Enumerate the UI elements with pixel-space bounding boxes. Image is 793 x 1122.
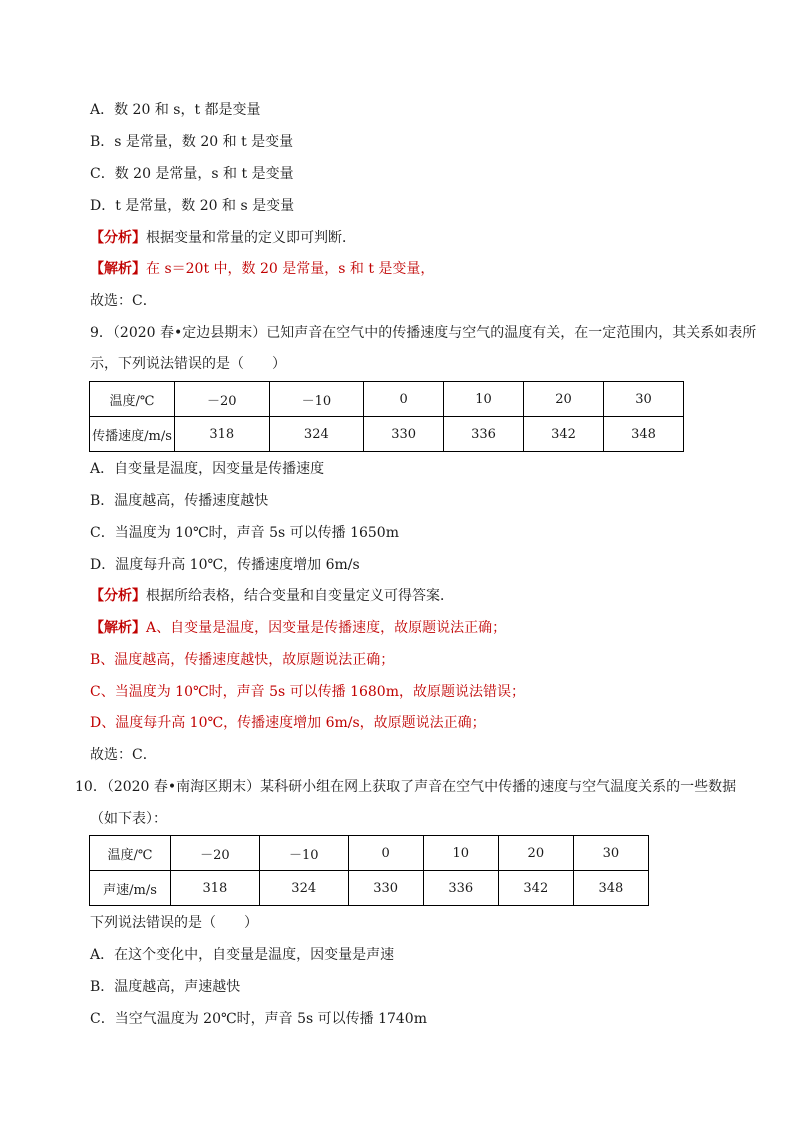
q10-option-c: C．当空气温度为 20℃时，声音 5s 可以传播 1740m	[90, 1011, 427, 1027]
analysis-tag: 【分析】	[90, 230, 146, 246]
analysis-text: 根据变量和常量的定义即可判断．	[146, 230, 356, 246]
q10-option-b: B．温度越高，声速越快	[90, 979, 241, 995]
solution-tag: 【解析】	[90, 620, 146, 636]
table-row-label: 声速/m/s	[90, 871, 171, 906]
table-cell: －10	[269, 382, 364, 417]
table-cell: 342	[524, 417, 604, 452]
q9-option-d: D．温度每升高 10℃，传播速度增加 6m/s	[90, 557, 360, 573]
solution-c: C、当温度为 10℃时，声音 5s 可以传播 1680m，故原题说法错误；	[90, 684, 525, 700]
table-cell: 318	[171, 871, 260, 906]
q8-option-b: B．s 是常量，数 20 和 t 是变量	[90, 134, 294, 150]
analysis-tag: 【分析】	[90, 588, 146, 604]
q10-stem-line2: （如下表）：	[90, 811, 167, 827]
q8-solution	[90, 259, 434, 279]
table-row	[90, 871, 649, 906]
table-cell: 318	[175, 417, 270, 452]
table-cell: 30	[603, 382, 683, 417]
table-cell: 330	[364, 417, 444, 452]
table-cell: 348	[573, 871, 648, 906]
q9-answer: 故选：C．	[90, 747, 157, 763]
q8-option-c: C．数 20 是常量，s 和 t 是变量	[90, 166, 294, 182]
table-cell: 336	[423, 871, 498, 906]
q9-option-c: C．当温度为 10℃时，声音 5s 可以传播 1650m	[90, 525, 399, 541]
table-row	[90, 836, 649, 871]
q10-option-a: A．在这个变化中，自变量是温度，因变量是声速	[90, 947, 395, 963]
solution-text: 在 s＝20t 中，数 20 是常量，s 和 t 是变量，	[146, 261, 435, 277]
table-cell: 330	[348, 871, 423, 906]
table-row	[90, 417, 684, 452]
table-cell: 324	[269, 417, 364, 452]
table-row-label: 温度/℃	[90, 382, 175, 417]
table-cell: 0	[348, 836, 423, 871]
table-cell: 342	[498, 871, 573, 906]
table-row	[90, 382, 684, 417]
q9-option-b: B．温度越高，传播速度越快	[90, 493, 269, 509]
solution-a: A、自变量是温度，因变量是传播速度，故原题说法正确；	[146, 620, 507, 636]
q9-stem-line2: 示，下列说法错误的是（ ）	[90, 356, 286, 372]
table-cell: 20	[498, 836, 573, 871]
table-cell: 348	[603, 417, 683, 452]
q10-stem-line1: 10．（2020 春•南海区期末）某科研小组在网上获取了声音在空气中传播的速度与空气温度关系的一些数据	[75, 779, 737, 795]
q9-option-a: A．自变量是温度，因变量是传播速度	[90, 461, 325, 477]
q10-question: 下列说法错误的是（ ）	[90, 915, 258, 931]
q8-answer: 故选：C．	[90, 293, 157, 309]
q9-stem-line1: 9．（2020 春•定边县期末）已知声音在空气中的传播速度与空气的温度有关，在一定范围内，其关系如表所	[90, 325, 757, 341]
table-cell: －10	[259, 836, 348, 871]
table-cell: 336	[444, 417, 524, 452]
table-row-label: 传播速度/m/s	[90, 417, 175, 452]
q8-analysis	[90, 228, 356, 248]
solution-tag: 【解析】	[90, 261, 146, 277]
q10-table	[89, 835, 649, 906]
table-cell: －20	[171, 836, 260, 871]
table-row-label: 温度/℃	[90, 836, 171, 871]
solution-b: B、温度越高，传播速度越快，故原题说法正确；	[90, 652, 395, 668]
q9-table	[89, 381, 684, 452]
table-cell: 0	[364, 382, 444, 417]
table-cell: 30	[573, 836, 648, 871]
table-cell: 20	[524, 382, 604, 417]
q8-option-d: D．t 是常量，数 20 和 s 是变量	[90, 198, 295, 214]
table-cell: 324	[259, 871, 348, 906]
analysis-text: 根据所给表格，结合变量和自变量定义可得答案．	[146, 588, 454, 604]
table-cell: 10	[423, 836, 498, 871]
q9-solution	[90, 618, 506, 638]
table-cell: 10	[444, 382, 524, 417]
q8-option-a: A．数 20 和 s，t 都是变量	[90, 102, 261, 118]
solution-d: D、温度每升高 10℃，传播速度增加 6m/s，故原题说法正确；	[90, 715, 486, 731]
q9-analysis	[90, 586, 454, 606]
table-cell: －20	[175, 382, 270, 417]
